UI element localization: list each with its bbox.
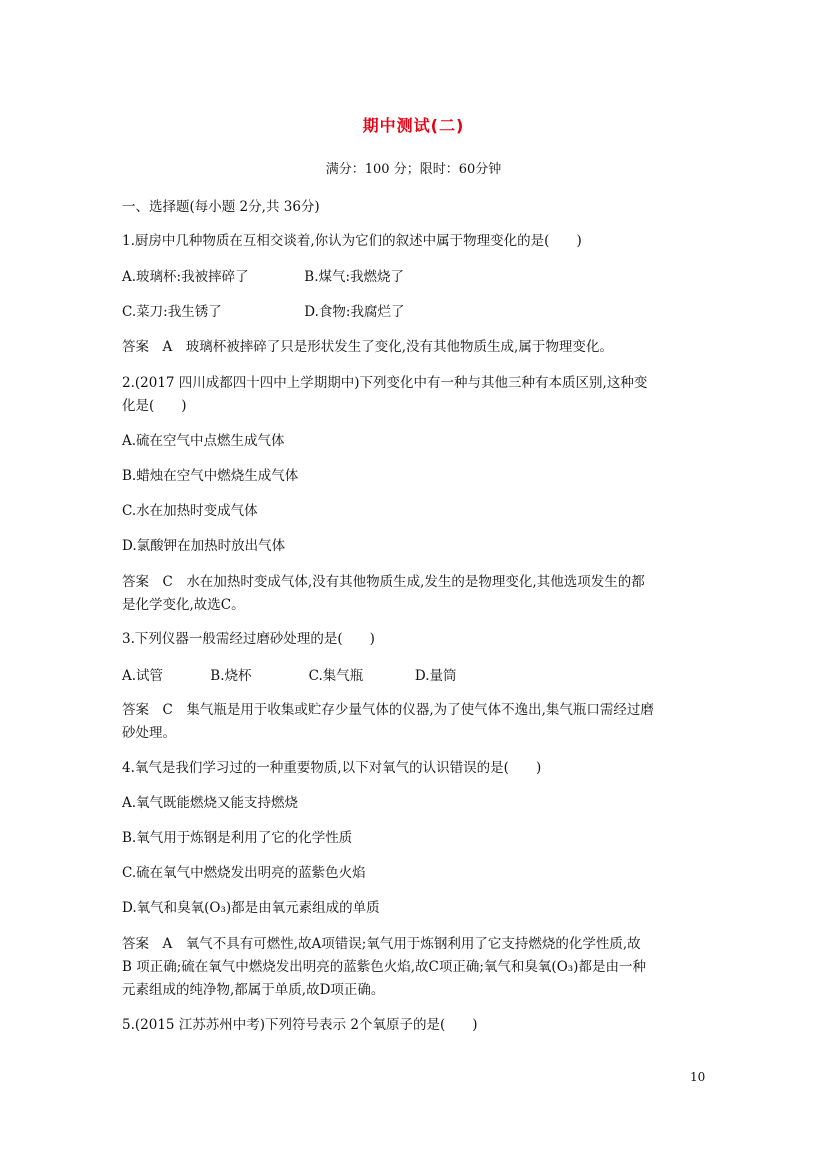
question-3-stem: 3.下列仪器一般需经过磨砂处理的是( ) (122, 631, 375, 647)
question-1-option-c: C.菜刀:我生锈了 (122, 304, 222, 320)
question-3-options-row (122, 664, 457, 684)
question-3-answer-line-2: 砂处理。 (122, 725, 176, 741)
question-3-answer-line-1: 答案 C 集气瓶是用于收集或贮存少量气体的仪器,为了使气体不逸出,集气瓶口需经过磨 (122, 702, 654, 718)
question-1-answer: 答案 A 玻璃杯被摔碎了只是形状发生了变化,没有其他物质生成,属于物理变化。 (122, 339, 613, 355)
exam-meta: 满分：100 分；限时：60分钟 (325, 162, 502, 177)
question-1-option-a: A.玻璃杯:我被摔碎了 (122, 269, 249, 285)
exam-title: 期中测试(二) (362, 116, 465, 135)
question-2-option-a: A.硫在空气中点燃生成气体 (122, 433, 285, 449)
question-1-option-d: D.食物:我腐烂了 (304, 304, 405, 320)
question-1-options-row-2 (122, 300, 404, 320)
question-1-option-b: B.煤气:我燃烧了 (304, 269, 405, 285)
question-2-option-c: C.水在加热时变成气体 (122, 503, 258, 519)
question-3-option-b: B.烧杯 (210, 668, 252, 684)
question-4-answer-line-2: B 项正确;硫在氧气中燃烧发出明亮的蓝紫色火焰,故C项正确;氧气和臭氧(O₃)都是由一种 (122, 959, 646, 975)
question-1-stem: 1.厨房中几种物质在互相交谈着,你认为它们的叙述中属于物理变化的是( ) (122, 233, 582, 249)
question-3-option-a: A.试管 (122, 668, 164, 684)
question-3-option-c: C.集气瓶 (308, 668, 364, 684)
question-4-option-a: A.氧气既能燃烧又能支持燃烧 (122, 795, 299, 811)
question-2-answer-line-1: 答案 C 水在加热时变成气体,没有其他物质生成,发生的是物理变化,其他选项发生的都 (122, 574, 645, 590)
question-2-stem-line-2: 化是( ) (122, 398, 187, 414)
question-4-option-d: D.氧气和臭氧(O₃)都是由氧元素组成的单质 (122, 900, 380, 916)
question-4-stem: 4.氧气是我们学习过的一种重要物质,以下对氧气的认识错误的是( ) (122, 760, 542, 776)
question-4-answer-line-1: 答案 A 氧气不具有可燃性,故A项错误;氧气用于炼钢利用了它支持燃烧的化学性质,故 (122, 936, 641, 952)
question-3-option-d: D.量筒 (414, 668, 457, 684)
section-heading: 一、选择题(每小题 2分,共 36分) (122, 199, 320, 215)
question-5-stem: 5.(2015 江苏苏州中考)下列符号表示 2个氧原子的是( ) (122, 1017, 478, 1033)
question-4-option-b: B.氧气用于炼钢是利用了它的化学性质 (122, 830, 353, 846)
question-2-option-b: B.蜡烛在空气中燃烧生成气体 (122, 468, 299, 484)
page-number: 10 (690, 1070, 706, 1084)
question-2-stem-line-1: 2.(2017 四川成都四十四中上学期期中)下列变化中有一种与其他三种有本质区别,这种变 (122, 375, 648, 391)
question-2-option-d: D.氯酸钾在加热时放出气体 (122, 538, 286, 554)
question-4-answer-line-3: 元素组成的纯净物,都属于单质,故D项正确。 (122, 982, 385, 998)
question-1-options-row-1 (122, 265, 404, 285)
question-2-answer-line-2: 是化学变化,故选C。 (122, 597, 245, 613)
question-4-option-c: C.硫在氧气中燃烧发出明亮的蓝紫色火焰 (122, 865, 366, 881)
